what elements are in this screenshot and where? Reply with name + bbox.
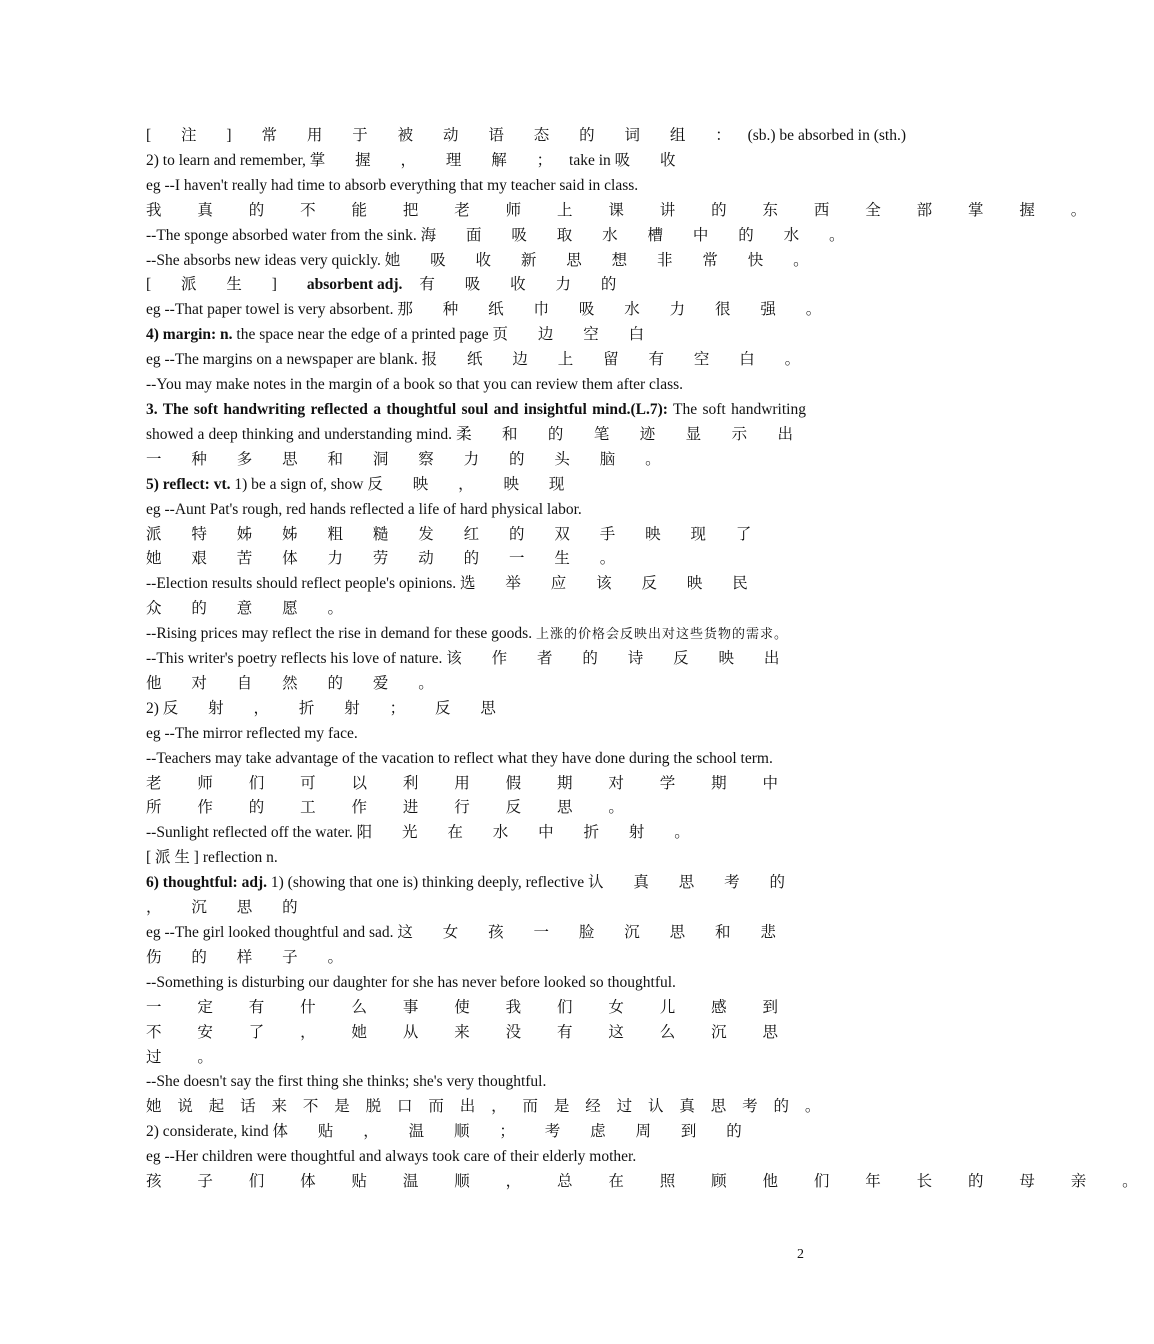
derivative-line: [ 派 生 ] reflection n. — [146, 849, 278, 867]
example-line: eg --The mirror reflected my face. — [146, 724, 358, 742]
derivative-line: [ 派 生 ] absorbent adj. 有 吸 收 力 的 — [146, 276, 630, 294]
example-line: eg --Aunt Pat's rough, red hands reflected a life of hard physical labor. — [146, 500, 582, 518]
vocab-heading: 5) reflect: vt. 1) be a sign of, show 反 映 ， 映 现 — [146, 475, 578, 493]
vocab-heading: 4) margin: n. the space near the edge of a printed page 页 边 空 白 — [146, 326, 658, 344]
example-line: --You may make notes in the margin of a book so that you can review them after class. — [146, 376, 684, 394]
page-number: 2 — [797, 1247, 804, 1262]
example-line: eg --I haven't really had time to absorb everything that my teacher said in class. — [146, 176, 639, 194]
example-line: --She doesn't say the first thing she thinks; she's very thoughtful. — [146, 1073, 547, 1091]
example-line: --The sponge absorbed water from the sink. 海 面 吸 取 水 槽 中 的 水 。 — [146, 226, 858, 244]
example-line: --Election results should reflect people's opinions. 选 举 应 该 反 映 民 众 的 意 愿 。 — [146, 575, 761, 618]
vocab-heading: 6) thoughtful: adj. 1) (showing that one is) thinking deeply, reflective 认 真 思 考 的 ， 沉 思 的 — [146, 874, 798, 917]
translation-line: 老 师 们 可 以 利 用 假 期 对 学 期 中 所 作 的 工 作 进 行 反 思 。 — [146, 774, 795, 817]
translation-line: 孩 子 们 体 贴 温 顺 ， 总 在 照 顾 他 们 年 长 的 母 亲 。 — [146, 1173, 1154, 1191]
definition-line: 2) 反 射 ， 折 射 ； 反 思 — [146, 699, 509, 717]
definition-line: 2) considerate, kind 体 贴 ， 温 顺 ； 考 虑 周 到 的 — [146, 1123, 755, 1141]
translation-line: 派 特 姊 姊 粗 糙 发 红 的 双 手 映 现 了 她 艰 苦 体 力 劳 动 的 一 生 。 — [146, 525, 765, 568]
document-body — [146, 124, 1154, 1195]
example-line: eg --Her children were thoughtful and always took care of their elderly mother. — [146, 1148, 637, 1166]
example-line: --This writer's poetry reflects his love of nature. 该 作 者 的 诗 反 映 出 他 对 自 然 的 爱 。 — [146, 650, 793, 692]
example-line: eg --The girl looked thoughtful and sad. 这 女 孩 一 脸 沉 思 和 悲 伤 的 样 子 。 — [146, 924, 789, 966]
example-line: --She absorbs new ideas very quickly. 她 吸 收 新 思 想 非 常 快 。 — [146, 251, 822, 269]
translation-line: 她 说 起 话 来 不 是 脱 口 而 出 ， 而 是 经 过 认 真 思 考 的 。 — [146, 1098, 827, 1116]
example-line: eg --That paper towel is very absorbent. 那 种 纸 巾 吸 水 力 很 强 。 — [146, 301, 835, 319]
example-line: --Rising prices may reflect the rise in demand for these goods. 上涨的价格会反映出对这些货物的需求。 — [146, 625, 788, 643]
translation-line: 一 定 有 什 么 事 使 我 们 女 儿 感 到 不 安 了 ， 她 从 来 没 有 这 么 沉 思 过 。 — [146, 998, 795, 1066]
example-line: --Something is disturbing our daughter for she has never before looked so thoughtful. — [146, 973, 676, 991]
note-line: [ 注 ] 常 用 于 被 动 语 态 的 词 组 ： (sb.) be absorbed in (sth.) — [146, 127, 906, 144]
translation-line: 我 真 的 不 能 把 老 师 上 课 讲 的 东 西 全 部 掌 握 。 — [146, 201, 1103, 219]
definition-line: 2) to learn and remember, 掌 握 ， 理 解 ； take in 吸 收 — [146, 151, 689, 169]
example-line: --Sunlight reflected off the water. 阳 光 在 水 中 折 射 。 — [146, 824, 703, 842]
sentence-heading: 3. The soft handwriting reflected a thoughtful soul and insightful mind.(L.7): The soft handwriting showed a deep thinking and understanding mind. 柔 和 的 笔 迹 显 示 出 一 种 多 思 和 洞 察 力 的 头 脑 。 — [146, 400, 806, 468]
example-line: --Teachers may take advantage of the vacation to reflect what they have done during the school term. — [146, 749, 773, 767]
example-line: eg --The margins on a newspaper are blank. 报 纸 边 上 留 有 空 白 。 — [146, 351, 814, 369]
